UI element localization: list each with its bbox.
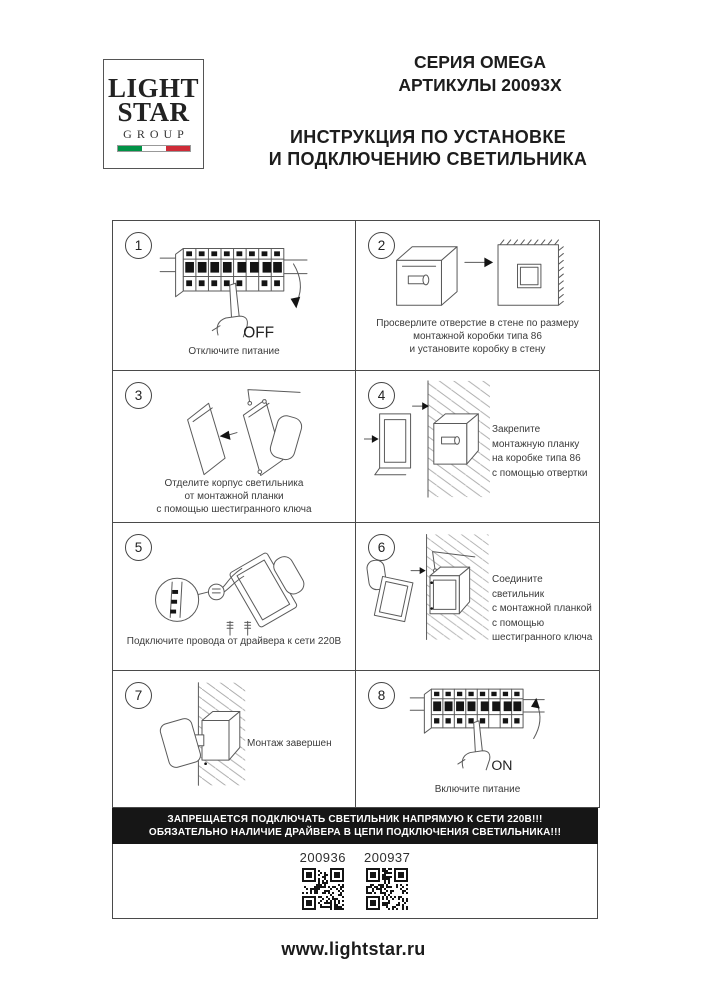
step-caption: Соедините светильник с монтажной планкой с помощью шестигранного ключа [492,574,593,643]
series-block [360,51,600,97]
page-title [252,126,604,170]
step-caption: Включите питание [434,784,521,795]
mounted-fixture-illustration [121,679,247,789]
attach-fixture-to-plate-illustration [366,531,494,643]
articles-line: АРТИКУЛЫ 20093X [398,75,562,95]
step-caption: Монтаж завершен [247,738,332,749]
step-caption: Просверлите отверстие в стене по размеру монтажной коробки типа 86 и установите коробку в стену [376,318,579,355]
step-number: 8 [368,682,395,709]
mounting-box [430,567,470,614]
flag-white [142,146,166,151]
flag-green [118,146,142,151]
title-line-1: ИНСТРУКЦИЯ ПО УСТАНОВКЕ [290,127,566,147]
logo-word-group: GROUP [123,127,189,141]
hex-key-icon [248,390,300,406]
left-arrow-icon [220,431,237,440]
right-arrow-icon [465,257,493,267]
title-line-2: И ПОДКЛЮЧЕНИЮ СВЕТИЛЬНИКА [268,149,588,169]
spot-head [268,414,304,462]
article-number: 200937 [364,850,411,865]
step-number: 3 [125,382,152,409]
italian-flag-icon [117,145,191,152]
qr-code-image [366,868,408,910]
step-number: 4 [368,382,395,409]
wall-plate-with-hole [498,240,563,305]
mounting-box-and-wall-hole-illustration [384,237,574,315]
grid-row-3 [113,523,599,671]
step-cell-7 [113,671,356,807]
warning-line-1: ЗАПРЕЩАЕТСЯ ПОДКЛЮЧАТЬ СВЕТИЛЬНИК НАПРЯМУЮ К СЕТИ 220В!!! [167,814,543,825]
mounting-plate [375,414,411,475]
logo-word-star: STAR [117,97,190,127]
warning-line-2: ОБЯЗАТЕЛЬНО НАЛИЧИЕ ДРАЙВЕРА В ЦЕПИ ПОДКЛЮЧЕНИЯ СВЕТИЛЬНИКА!!! [148,827,562,838]
magnifier-detail-icon [156,578,209,621]
screw-arrow-icon [364,435,379,443]
step-number: 5 [125,534,152,561]
qr-item [300,850,346,918]
steps-grid [112,220,600,808]
right-arrow-icon [413,402,429,410]
logo-word-light: LIGHT [107,73,200,103]
off-label: OFF [243,324,275,342]
step-number: 7 [125,682,152,709]
website-url: www.lightstar.ru [281,939,426,959]
step-number: 1 [125,232,152,259]
circuit-breaker-off-illustration [158,233,313,347]
step-cell-2 [356,221,599,371]
circuit-breaker-on-illustration [404,675,554,779]
right-arrow-icon [411,567,426,574]
step-number: 6 [368,534,395,561]
step-cell-8 [356,671,599,807]
fixture-with-spot [229,543,313,628]
step-number: 2 [368,232,395,259]
warning-banner [112,808,598,844]
qr-code-image [302,868,344,910]
lightstar-logo [103,59,204,169]
step-caption: Отключите питание [188,346,280,357]
article-number: 200936 [299,850,346,865]
qr-item [364,850,410,918]
mounting-box [434,414,479,464]
step-caption: Закрепите монтажную планку на коробке типа 86 с помощью отвертки [492,424,588,479]
curved-arrow-down-icon [291,264,301,308]
step-caption: Подключите провода от драйвера к сети 220В [126,636,342,647]
step-cell-4 [356,371,599,523]
on-label: ON [491,757,513,774]
qr-section [112,844,598,919]
curved-arrow-up-icon [531,698,540,739]
connect-wires-illustration [147,539,315,639]
mounting-box [397,247,457,306]
detach-body-from-plate-illustration [171,385,313,481]
step-cell-5 [113,523,356,671]
mounting-plate [188,403,225,474]
grid-row-2 [113,371,599,523]
step-caption: Отделите корпус светильника от монтажной планки с помощью шестигранного ключа [156,478,312,515]
step-cell-1 [113,221,356,371]
wire-terminals-icon [227,621,251,635]
step-cell-6 [356,523,599,671]
series-title: СЕРИЯ OMEGA [413,52,547,72]
step-cell-3 [113,371,356,523]
grid-row-4 [113,671,599,807]
fix-plate-to-box-illustration [364,379,492,499]
flag-red [166,146,190,151]
grid-row-1 [113,221,599,371]
